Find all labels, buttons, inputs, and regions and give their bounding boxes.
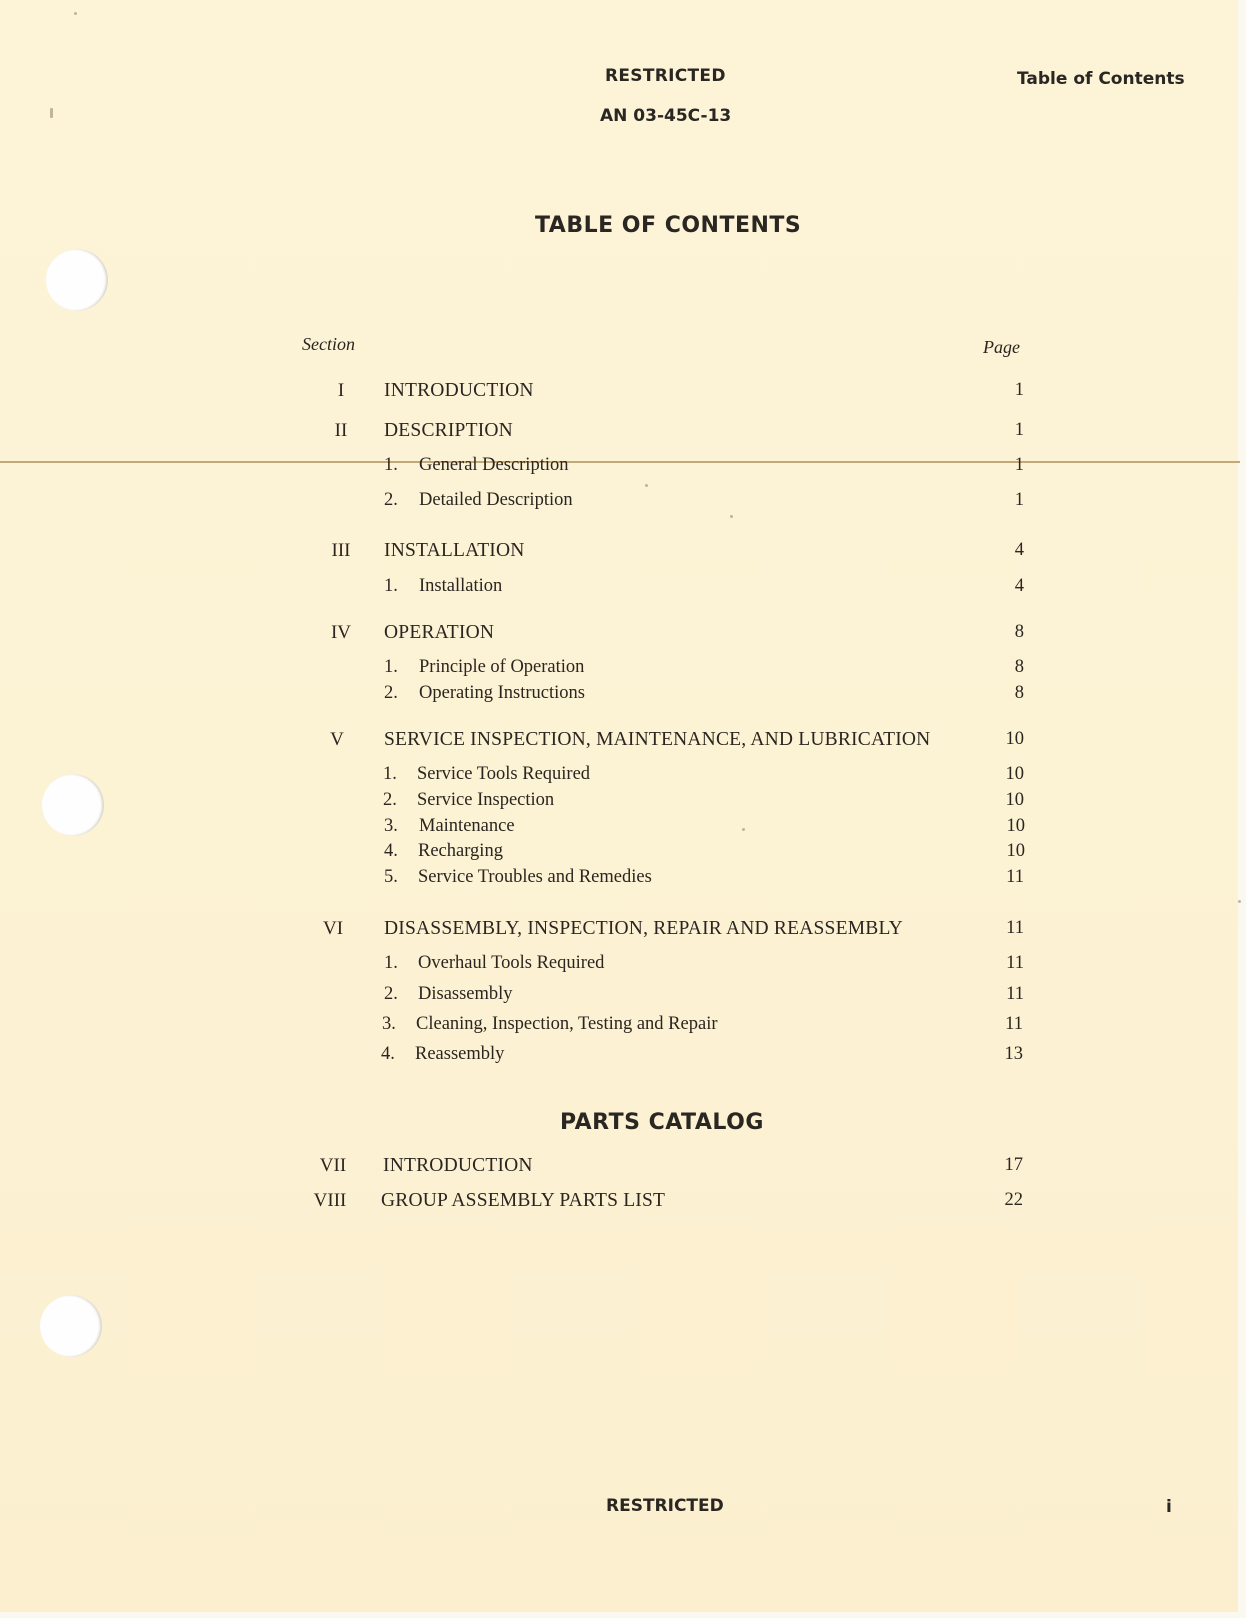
toc-subsection-row[interactable]	[0, 867, 1246, 891]
toc-section-row[interactable]	[0, 540, 1246, 564]
column-header-page: Page	[983, 337, 1020, 357]
toc-subsection-row[interactable]	[0, 576, 1246, 600]
subsection-title: Service Troubles and Remedies	[418, 867, 652, 887]
page-number: 17	[1004, 1155, 1023, 1175]
toc-section-row[interactable]	[0, 729, 1246, 753]
subsection-number: 2.	[384, 490, 398, 510]
section-numeral: III	[331, 540, 351, 561]
section-numeral: I	[337, 380, 345, 401]
section-title: DESCRIPTION	[384, 420, 513, 441]
page-number: 11	[1006, 984, 1024, 1004]
toc-subsection-row[interactable]	[0, 816, 1246, 840]
section-numeral: IV	[330, 622, 352, 643]
page-number: 10	[1005, 764, 1024, 784]
section-title: INTRODUCTION	[383, 1155, 533, 1176]
page-number: 8	[1014, 622, 1024, 642]
header-classification: RESTRICTED	[605, 66, 726, 86]
section-numeral: V	[330, 729, 344, 750]
page-number: 13	[1004, 1044, 1023, 1064]
page-number: 11	[1005, 1014, 1023, 1034]
page-folio: i	[1166, 1497, 1172, 1517]
section-title: SERVICE INSPECTION, MAINTENANCE, AND LUBRICATION	[384, 729, 931, 750]
section-title: DISASSEMBLY, INSPECTION, REPAIR AND REASSEMBLY	[384, 918, 903, 939]
subsection-title: Disassembly	[418, 984, 513, 1004]
speck	[1238, 900, 1241, 903]
toc-section-row[interactable]	[0, 1155, 1246, 1179]
toc-subsection-row[interactable]	[0, 490, 1246, 514]
section-title: OPERATION	[384, 622, 495, 643]
toc-subsection-row[interactable]	[0, 841, 1246, 865]
page-number: 1	[1014, 455, 1024, 475]
subsection-number: 1.	[384, 576, 398, 596]
subsection-title: Installation	[419, 576, 503, 596]
toc-subsection-row[interactable]	[0, 764, 1246, 788]
toc-subsection-row[interactable]	[0, 1044, 1246, 1068]
page-number: 8	[1014, 657, 1024, 677]
toc-subsection-row[interactable]	[0, 790, 1246, 814]
punch-hole-top	[46, 249, 108, 311]
page-number: 11	[1006, 918, 1024, 938]
page-number: 1	[1014, 420, 1024, 440]
toc-section-row[interactable]	[0, 918, 1246, 942]
parts-catalog-heading: PARTS CATALOG	[560, 1110, 764, 1135]
subsection-number: 1.	[384, 455, 398, 475]
section-numeral: VI	[322, 918, 344, 939]
document-number: AN 03-45C-13	[600, 106, 732, 126]
subsection-title: Service Tools Required	[417, 764, 591, 784]
subsection-number: 1.	[384, 657, 398, 677]
page-number: 4	[1014, 576, 1024, 596]
section-numeral: VII	[319, 1155, 347, 1176]
footer-classification: RESTRICTED	[606, 1496, 724, 1516]
page-number: 11	[1006, 953, 1024, 973]
subsection-title: Recharging	[418, 841, 503, 861]
subsection-number: 1.	[384, 953, 398, 973]
subsection-title: Overhaul Tools Required	[418, 953, 605, 973]
page-number: 11	[1006, 867, 1024, 887]
toc-section-row[interactable]	[0, 380, 1246, 404]
toc-section-row[interactable]	[0, 420, 1246, 444]
punch-hole-bottom	[40, 1295, 102, 1357]
toc-subsection-row[interactable]	[0, 683, 1246, 707]
speck	[74, 12, 77, 15]
page-number: 10	[1005, 790, 1024, 810]
subsection-number: 3.	[384, 816, 398, 836]
subsection-number: 4.	[381, 1044, 395, 1064]
toc-subsection-row[interactable]	[0, 953, 1246, 977]
subsection-title: General Description	[419, 455, 569, 475]
column-header-section: Section	[302, 334, 355, 354]
toc-section-row[interactable]	[0, 622, 1246, 646]
speck	[730, 515, 733, 518]
running-title: Table of Contents	[1017, 69, 1185, 89]
subsection-number: 2.	[384, 984, 398, 1004]
subsection-title: Reassembly	[415, 1044, 505, 1064]
speck	[645, 484, 648, 487]
subsection-number: 4.	[384, 841, 398, 861]
page-number: 22	[1004, 1190, 1023, 1210]
page-edge-bottom	[0, 1612, 1246, 1618]
toc-subsection-row[interactable]	[0, 984, 1246, 1008]
section-title: INSTALLATION	[384, 540, 525, 561]
subsection-title: Cleaning, Inspection, Testing and Repair	[416, 1014, 718, 1034]
toc-subsection-row[interactable]	[0, 455, 1246, 479]
subsection-number: 5.	[384, 867, 398, 887]
page-title: TABLE OF CONTENTS	[535, 213, 802, 238]
page-number: 10	[1005, 729, 1024, 749]
page-number: 8	[1014, 683, 1024, 703]
subsection-title: Principle of Operation	[419, 657, 585, 677]
subsection-number: 1.	[383, 764, 397, 784]
page-number: 10	[1006, 816, 1025, 836]
toc-subsection-row[interactable]	[0, 1014, 1246, 1038]
page-number: 10	[1006, 841, 1025, 861]
subsection-title: Operating Instructions	[419, 683, 585, 703]
subsection-number: 2.	[384, 683, 398, 703]
speck	[50, 108, 53, 118]
section-title: GROUP ASSEMBLY PARTS LIST	[381, 1190, 666, 1211]
toc-section-row[interactable]	[0, 1190, 1246, 1214]
section-numeral: VIII	[313, 1190, 347, 1211]
toc-subsection-row[interactable]	[0, 657, 1246, 681]
subsection-number: 2.	[383, 790, 397, 810]
page-number: 1	[1014, 490, 1024, 510]
page-number: 1	[1014, 380, 1024, 400]
subsection-title: Service Inspection	[417, 790, 555, 810]
subsection-title: Detailed Description	[419, 490, 573, 510]
section-numeral: II	[334, 420, 348, 441]
subsection-title: Maintenance	[419, 816, 515, 836]
subsection-number: 3.	[382, 1014, 396, 1034]
section-title: INTRODUCTION	[384, 380, 534, 401]
page-number: 4	[1014, 540, 1024, 560]
